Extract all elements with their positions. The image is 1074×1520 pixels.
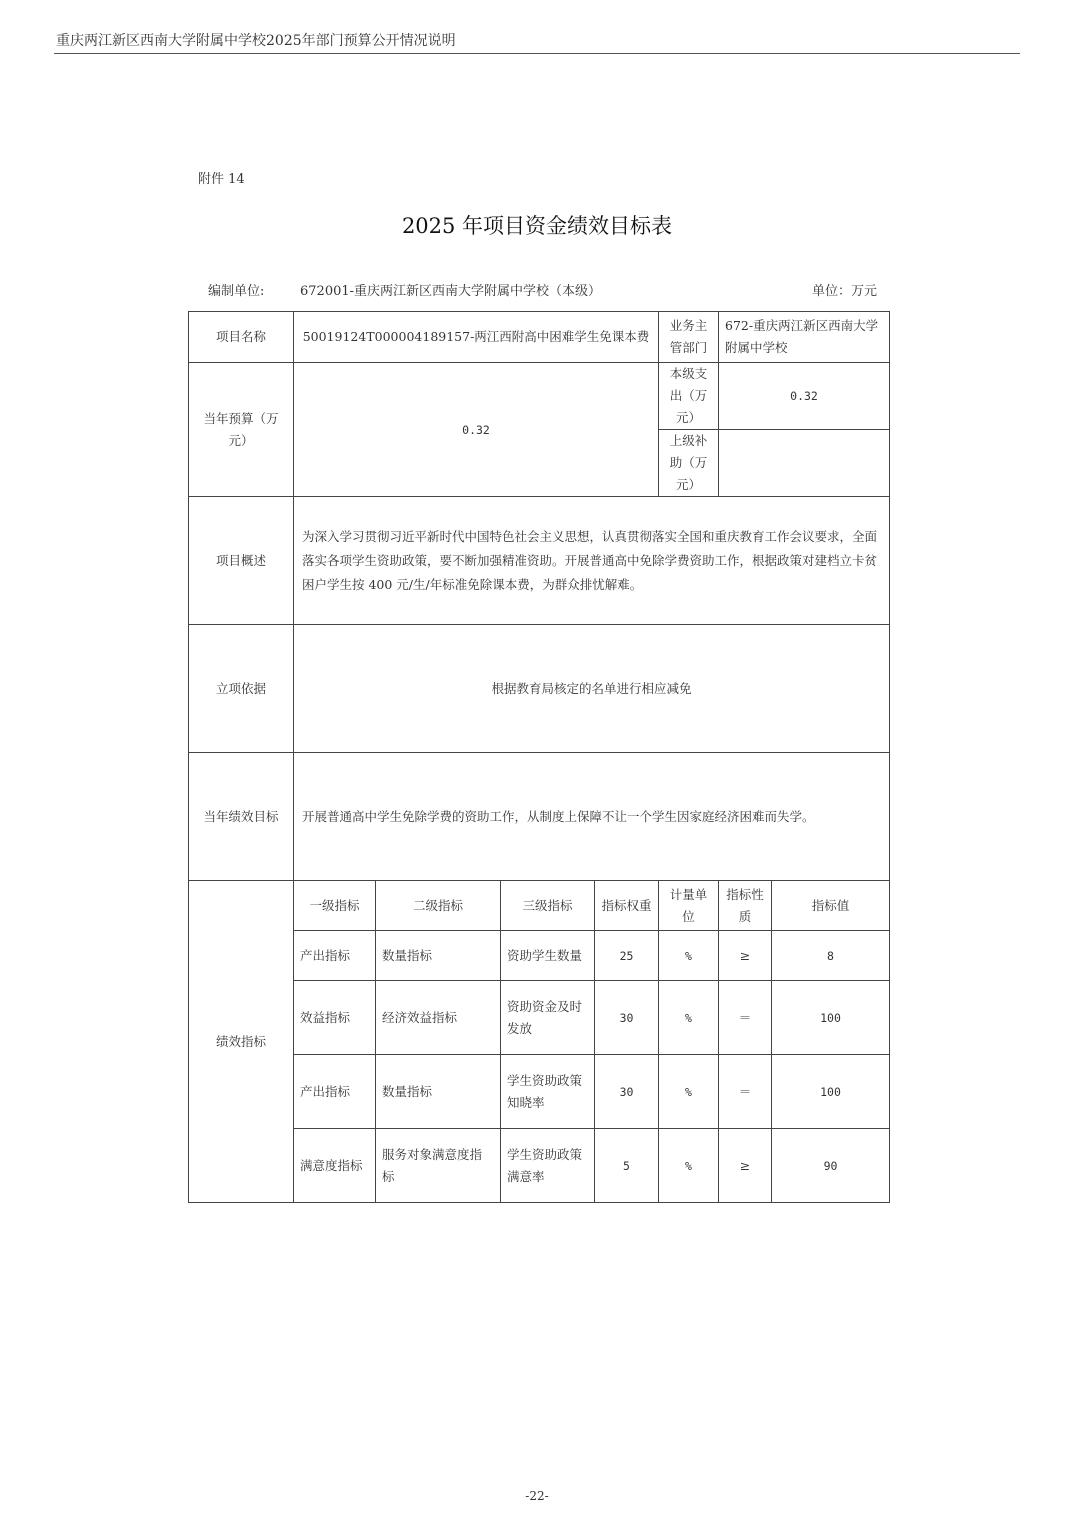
nature-cell: ＝ xyxy=(719,1055,772,1129)
indicator-header: 计量单位 xyxy=(659,881,719,931)
level3-cell: 学生资助政策知晓率 xyxy=(501,1055,595,1129)
weight-cell: 5 xyxy=(595,1129,659,1203)
level3-cell: 学生资助政策满意率 xyxy=(501,1129,595,1203)
indicator-header: 指标值 xyxy=(772,881,890,931)
own-expense-label: 本级支出（万元） xyxy=(659,363,719,430)
indicator-header: 三级指标 xyxy=(501,881,595,931)
level1-cell: 效益指标 xyxy=(294,981,376,1055)
indicator-header: 一级指标 xyxy=(294,881,376,931)
running-header: 重庆两江新区西南大学附属中学校2025年部门预算公开情况说明 xyxy=(56,33,456,49)
value-cell: 8 xyxy=(772,931,890,981)
project-name-label: 项目名称 xyxy=(189,312,294,363)
compiling-unit-label: 编制单位: xyxy=(208,284,265,299)
unit-cell: % xyxy=(659,981,719,1055)
budget-label: 当年预算（万元） xyxy=(189,363,294,497)
value-cell: 100 xyxy=(772,981,890,1055)
level2-cell: 数量指标 xyxy=(376,1055,501,1129)
table-row xyxy=(189,1129,890,1203)
indicator-header: 指标性质 xyxy=(719,881,772,931)
nature-cell: ≥ xyxy=(719,931,772,981)
budget-value: 0.32 xyxy=(294,363,659,497)
level2-cell: 数量指标 xyxy=(376,931,501,981)
dept-label: 业务主管部门 xyxy=(659,312,719,363)
indicator-header: 指标权重 xyxy=(595,881,659,931)
value-cell: 90 xyxy=(772,1129,890,1203)
table-row xyxy=(189,1055,890,1129)
compiling-unit-value: 672001-重庆两江新区西南大学附属中学校（本级） xyxy=(300,284,602,299)
overview-text: 为深入学习贯彻习近平新时代中国特色社会主义思想，认真贯彻落实全国和重庆教育工作会议要求，全面落实各项学生资助政策，要不断加强精准资助。开展普通高中免除学费资助工作，根据政策对建档立卡贫困户学生按 400 元/生/年标准免除课本费，为群众排忧解难。 xyxy=(294,497,890,625)
nature-cell: ＝ xyxy=(719,981,772,1055)
value-cell: 100 xyxy=(772,1055,890,1129)
unit-cell: % xyxy=(659,931,719,981)
overview-label: 项目概述 xyxy=(189,497,294,625)
basis-text: 根据教育局核定的名单进行相应减免 xyxy=(294,625,890,753)
dept-value: 672-重庆两江新区西南大学附属中学校 xyxy=(719,312,890,363)
currency-unit: 单位：万元 xyxy=(812,284,878,299)
weight-cell: 25 xyxy=(595,931,659,981)
table-row xyxy=(189,931,890,981)
indicator-header: 二级指标 xyxy=(376,881,501,931)
attachment-label: 附件 14 xyxy=(198,172,245,187)
indicators-section-label: 绩效指标 xyxy=(189,881,294,1203)
table-row xyxy=(189,981,890,1055)
document-title: 2025 年项目资金绩效目标表 xyxy=(401,214,673,238)
level1-cell: 产出指标 xyxy=(294,1055,376,1129)
level1-cell: 满意度指标 xyxy=(294,1129,376,1203)
basis-label: 立项依据 xyxy=(189,625,294,753)
level3-cell: 资助学生数量 xyxy=(501,931,595,981)
level1-cell: 产出指标 xyxy=(294,931,376,981)
own-expense-value: 0.32 xyxy=(719,363,890,430)
upper-subsidy-value xyxy=(719,430,890,497)
goal-text: 开展普通高中学生免除学费的资助工作，从制度上保障不让一个学生因家庭经济困难而失学。 xyxy=(294,753,890,881)
unit-cell: % xyxy=(659,1129,719,1203)
page-number: -22- xyxy=(525,1489,549,1503)
project-name-value: 50019124T000004189157-两江西附高中困难学生免课本费 xyxy=(294,312,659,363)
level2-cell: 服务对象满意度指标 xyxy=(376,1129,501,1203)
goal-label: 当年绩效目标 xyxy=(189,753,294,881)
unit-cell: % xyxy=(659,1055,719,1129)
weight-cell: 30 xyxy=(595,981,659,1055)
level3-cell: 资助资金及时发放 xyxy=(501,981,595,1055)
level2-cell: 经济效益指标 xyxy=(376,981,501,1055)
weight-cell: 30 xyxy=(595,1055,659,1129)
upper-subsidy-label: 上级补助（万元） xyxy=(659,430,719,497)
nature-cell: ≥ xyxy=(719,1129,772,1203)
performance-target-table xyxy=(188,311,890,1203)
header-divider xyxy=(54,53,1020,54)
